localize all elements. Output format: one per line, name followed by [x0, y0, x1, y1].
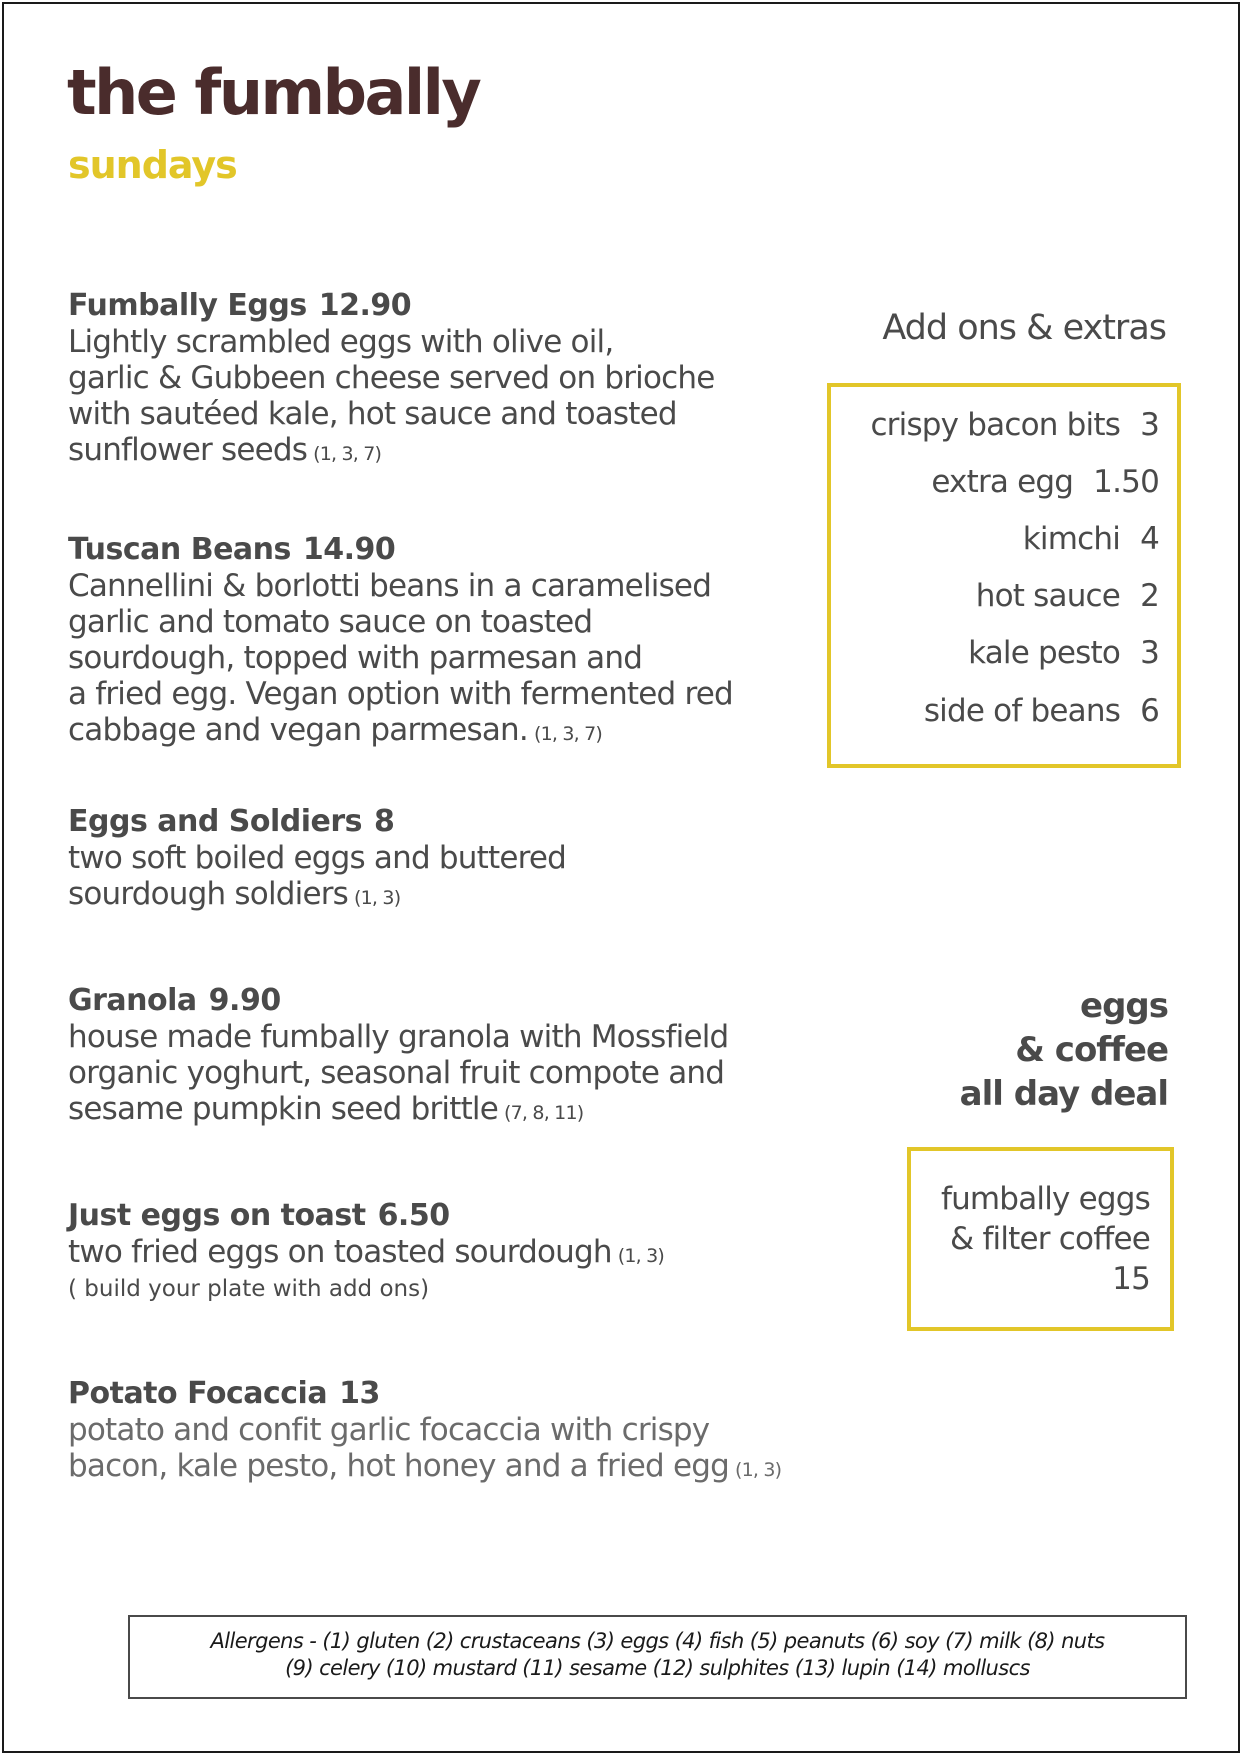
menu-item-description: [68, 324, 828, 472]
deal-line: fumbally eggs: [940, 1181, 1150, 1217]
dish-price: 14.90: [302, 532, 396, 567]
menu-item-fumbally-eggs: [68, 288, 828, 472]
addon-price: 6: [1140, 693, 1159, 729]
menu-item-title: [68, 532, 828, 568]
menu-item-description: [68, 840, 828, 916]
dish-name: Tuscan Beans: [68, 532, 291, 567]
menu-item-granola: [68, 983, 828, 1131]
dish-price: 6.50: [377, 1198, 450, 1233]
addon-item: [976, 578, 1159, 614]
dish-price: 9.90: [208, 983, 281, 1018]
addons-heading: Add ons & extras: [882, 308, 1166, 348]
dish-allergens: (7, 8, 11): [504, 1102, 584, 1124]
dish-description: potato and confit garlic focaccia with crispy bacon, kale pesto, hot honey and a fried egg: [68, 1412, 729, 1484]
menu-item-tuscan-beans: [68, 532, 828, 752]
allergen-key-line: Allergens - (1) gluten (2) crustaceans (3) eggs (4) fish (5) peanuts (6) soy (7) milk (8) nuts: [210, 1629, 1105, 1653]
dish-name: Potato Focaccia: [68, 1376, 328, 1411]
deal-heading-line: & coffee: [1015, 1030, 1168, 1070]
addon-price: 3: [1140, 407, 1159, 443]
addon-item: [931, 464, 1159, 500]
menu-item-title: [68, 804, 828, 840]
dish-allergens: (1, 3, 7): [533, 723, 603, 745]
addon-item: [870, 407, 1159, 443]
dish-description: two fried eggs on toasted sourdough: [68, 1234, 612, 1270]
addon-price: 2: [1140, 578, 1159, 614]
addon-price: 3: [1140, 635, 1159, 671]
dish-allergens: (1, 3): [354, 887, 401, 909]
menu-item-title: [68, 288, 828, 324]
addon-name: crispy bacon bits: [870, 407, 1121, 443]
menu-item-note: ( build your plate with add ons): [68, 1276, 430, 1302]
dish-name: Just eggs on toast: [68, 1198, 366, 1233]
addon-price: 4: [1140, 521, 1159, 557]
dish-price: 8: [374, 804, 395, 839]
addon-name: extra egg: [931, 464, 1074, 500]
addon-item: [1023, 521, 1159, 557]
dish-description: two soft boiled eggs and buttered sourdough soldiers: [68, 840, 567, 912]
deal-price: 15: [1112, 1261, 1150, 1297]
deal-heading-line: eggs: [1080, 986, 1168, 1026]
addon-name: kale pesto: [968, 635, 1121, 671]
dish-price: 12.90: [318, 288, 412, 323]
menu-item-description: [68, 1234, 828, 1274]
addon-price: 1.50: [1093, 464, 1159, 500]
addon-item: [968, 635, 1159, 671]
dish-description: Cannellini & borlotti beans in a caramelised garlic and tomato sauce on toasted sourdough, topped with parmesan and a fried egg. Vegan option with fermented red cabbage and vegan parmesan.: [68, 568, 733, 748]
addon-name: hot sauce: [975, 578, 1121, 614]
menu-item-description: [68, 1019, 828, 1131]
deal-heading: [960, 984, 1168, 1116]
addon-name: kimchi: [1022, 521, 1121, 557]
menu-item-title: [68, 983, 828, 1019]
addon-name: side of beans: [923, 693, 1121, 729]
menu-item-title: [68, 1198, 828, 1234]
menu-item-description: [68, 1412, 828, 1488]
dish-description: house made fumbally granola with Mossfield organic yoghurt, seasonal fruit compote and sesame pumpkin seed brittle: [68, 1019, 729, 1127]
dish-allergens: (1, 3): [617, 1245, 664, 1267]
menu-item-title: [68, 1376, 828, 1412]
addons-box: [827, 383, 1181, 768]
menu-item-description: [68, 568, 828, 752]
dish-description: Lightly scrambled eggs with olive oil, garlic & Gubbeen cheese served on brioche with sautéed kale, hot sauce and toasted sunflower seeds: [68, 324, 715, 468]
restaurant-name: the fumbally: [67, 56, 480, 129]
menu-subtitle: sundays: [68, 143, 237, 187]
menu-item-just-eggs-on-toast: [68, 1198, 828, 1304]
menu-item-potato-focaccia: [68, 1376, 828, 1488]
dish-name: Eggs and Soldiers: [68, 804, 363, 839]
dish-allergens: (1, 3, 7): [313, 443, 382, 465]
dish-name: Fumbally Eggs: [68, 288, 307, 323]
deal-heading-line: all day deal: [959, 1074, 1168, 1114]
allergen-key-line: (9) celery (10) mustard (11) sesame (12) sulphites (13) lupin (14) molluscs: [285, 1656, 1030, 1680]
allergen-key: [128, 1615, 1187, 1699]
dish-name: Granola: [68, 983, 197, 1018]
addon-item: [924, 693, 1159, 729]
dish-allergens: (1, 3): [735, 1459, 782, 1481]
deal-line: & filter coffee: [950, 1221, 1150, 1257]
deal-box: [907, 1147, 1174, 1331]
menu-item-eggs-and-soldiers: [68, 804, 828, 916]
dish-price: 13: [339, 1376, 380, 1411]
